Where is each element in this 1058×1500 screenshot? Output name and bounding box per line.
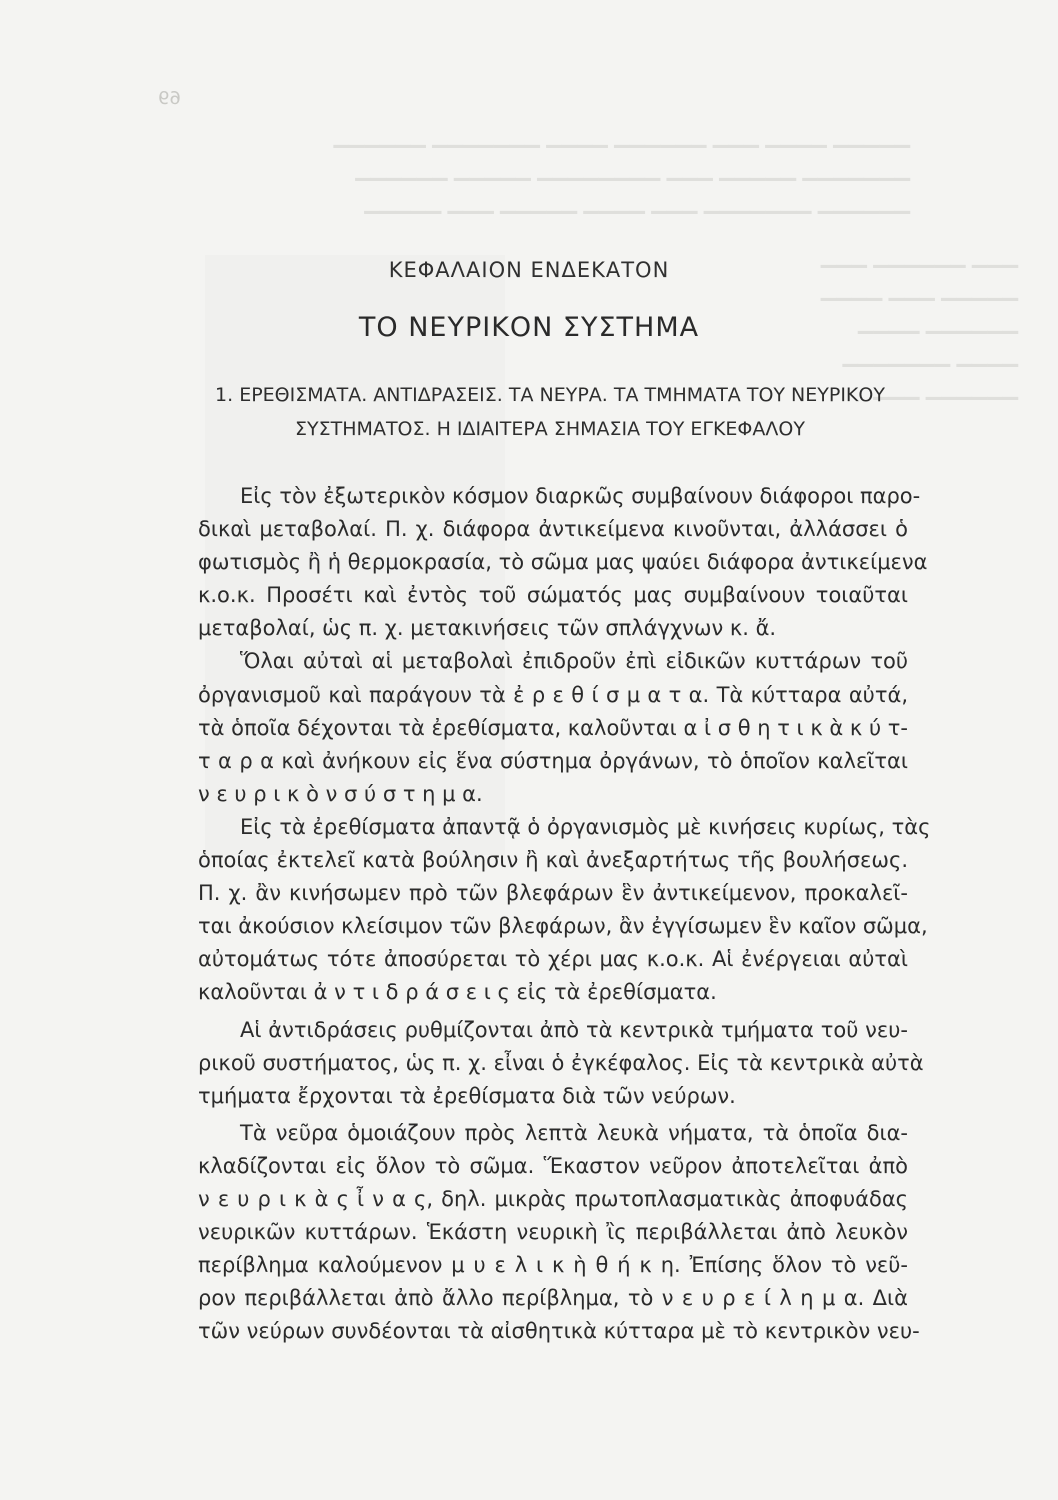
text-line: ρικοῦ συστήματος, ὡς π. χ. εἶναι ὁ ἐγκέφαλος. Εἰς τὰ κεντρικὰ αὐτὰ <box>198 1050 924 1075</box>
text-line: τὰ ὁποῖα δέχονται τὰ ἐρεθίσματα, καλοῦνται α ἰ σ θ η τ ι κ ὰ κ ύ τ- <box>198 715 909 740</box>
chapter-title: ΤΟ ΝΕΥΡΙΚΟΝ ΣΥΣΤΗΜΑ <box>358 312 700 343</box>
text-line: περίβλημα καλούμενον μ υ ε λ ι κ ὴ θ ή κ η. Ἐπίσης ὅλον τὸ νεῦ- <box>198 1253 908 1278</box>
text-line: Ὅλαι αὐταὶ αἱ μεταβολαὶ ἐπιδροῦν ἐπὶ εἰδικῶν κυττάρων τοῦ <box>240 649 908 674</box>
text-line: φωτισμὸς ἢ ἡ θερμοκρασία, τὸ σῶμα μας ψαύει διάφορα ἀντικείμενα <box>198 550 928 575</box>
text-line: ν ε υ ρ ι κ ὰ ς ἶ ν α ς, δηλ. μικρὰς πρωτοπλασματικὰς ἀποφυάδας <box>198 1186 908 1211</box>
text-line: τ α ρ α καὶ ἀνήκουν εἰς ἕνα σύστημα ὀργάνων, τὸ ὁποῖον καλεῖται <box>198 748 908 773</box>
text-line: Εἰς τὸν ἐξωτερικὸν κόσμον διαρκῶς συμβαίνουν διάφοροι παρο- <box>240 484 921 508</box>
text-line: μεταβολαί, ὡς π. χ. μετακινήσεις τῶν σπλάγχνων κ. ἄ. <box>198 616 777 641</box>
text-line: αὐτομάτως τότε ἀποσύρεται τὸ χέρι μας κ.ο.κ. Αἱ ἐνέργειαι αὐταὶ <box>198 947 908 972</box>
text-line: κλαδίζονται εἰς ὅλον τὸ σῶμα. Ἕκαστον νεῦρον ἀποτελεῖται ἀπὸ <box>198 1153 908 1178</box>
text-line: κ.ο.κ. Προσέτι καὶ ἐντὸς τοῦ σώματός μας συμβαίνουν τοιαῦται <box>198 583 908 608</box>
text-line: Εἰς τὰ ἐρεθίσματα ἀπαντᾷ ὁ ὀργανισμὸς μὲ κινήσεις κυρίως, τὰς <box>240 814 931 839</box>
chapter-heading: ΚΕΦΑΛΑΙΟΝ ΕΝΔΕΚΑΤΟΝ <box>388 258 670 282</box>
text-line: τῶν νεύρων συνδέονται τὰ αἰσθητικὰ κύτταρα μὲ τὸ κεντρικὸν νευ- <box>198 1319 920 1344</box>
text-line: ρον περιβάλλεται ἀπὸ ἄλλο περίβλημα, τὸ ν ε υ ρ ε ί λ η μ α. Διὰ <box>198 1286 908 1311</box>
text-line: νευρικῶν κυττάρων. Ἑκάστη νευρικὴ ἲς περιβάλλεται ἀπὸ λευκὸν <box>198 1220 908 1245</box>
section-heading <box>190 378 910 446</box>
text-line: Π. χ. ἂν κινήσωμεν πρὸ τῶν βλεφάρων ἓν ἀντικείμενον, προκαλεῖ- <box>198 881 908 906</box>
text-line: τμήματα ἔρχονται τὰ ἐρεθίσματα διὰ τῶν νεύρων. <box>198 1083 736 1108</box>
bleed-through-text-top: ▁▁▁▁▁ ▁▁▁▁ ▁▁▁ ▁▁▁▁▁▁ ▁▁▁▁ ▁▁▁▁▁▁▁ ▁▁▁▁▁▁ ▁▁▁▁▁▁▁ ▁▁▁▁▁ ▁▁▁ ▁▁▁▁▁▁▁▁ ▁▁▁▁▁ ▁▁▁▁▁▁ ▁▁▁▁▁▁ ▁▁▁▁▁▁▁ ▁▁▁ ▁▁▁▁ ▁▁▁▁▁ ▁▁▁ ▁▁▁▁▁ <box>333 124 910 214</box>
text-line: Αἱ ἀντιδράσεις ρυθμίζονται ἀπὸ τὰ κεντρικὰ τμήματα τοῦ νευ- <box>240 1017 908 1042</box>
section-heading-line-1: 1. ΕΡΕΘΙΣΜΑΤΑ. ΑΝΤΙΔΡΑΣΕΙΣ. ΤΑ ΝΕΥΡΑ. ΤΑ ΤΜΗΜΑΤΑ ΤΟΥ ΝΕΥΡΙΚΟΥ <box>215 384 885 406</box>
text-line: ται ἀκούσιον κλείσιμον τῶν βλεφάρων, ἂν ἐγγίσωμεν ἓν καῖον σῶμα, <box>198 914 928 939</box>
text-line: ὁποίας ἐκτελεῖ κατὰ βούλησιν ἢ καὶ ἀνεξαρτήτως τῆς βουλήσεως. <box>198 848 908 873</box>
text-line: καλοῦνται ἀ ν τ ι δ ρ ά σ ε ι ς εἰς τὰ ἐρεθίσματα. <box>198 980 717 1005</box>
text-line: ὀργανισμοῦ καὶ παράγουν τὰ ἐ ρ ε θ ί σ μ α τ α. Τὰ κύτταρα αὐτά, <box>198 682 908 707</box>
faint-page-number: 69 <box>158 88 181 109</box>
bleed-through-text-right: ▁▁▁ ▁▁▁▁▁▁ ▁▁▁ ▁▁▁▁▁ ▁▁▁ ▁▁▁▁ ▁▁▁▁▁▁ ▁▁▁▁ ▁▁▁▁ ▁▁▁▁▁▁▁ ▁▁▁▁▁▁ ▁▁▁ <box>820 244 1018 400</box>
section-heading-line-2: ΣΥΣΤΗΜΑΤΟΣ. Η ΙΔΙΑΙΤΕΡΑ ΣΗΜΑΣΙΑ ΤΟΥ ΕΓΚΕΦΑΛΟΥ <box>295 418 805 440</box>
text-line: Τὰ νεῦρα ὁμοιάζουν πρὸς λεπτὰ λευκὰ νήματα, τὰ ὁποῖα δια- <box>240 1120 908 1145</box>
text-line: δικαὶ μεταβολαί. Π. χ. διάφορα ἀντικείμενα κινοῦνται, ἀλλάσσει ὁ <box>198 517 908 542</box>
text-line: ν ε υ ρ ι κ ὸ ν σ ύ σ τ η μ α. <box>198 781 483 806</box>
body-text <box>198 480 931 1348</box>
